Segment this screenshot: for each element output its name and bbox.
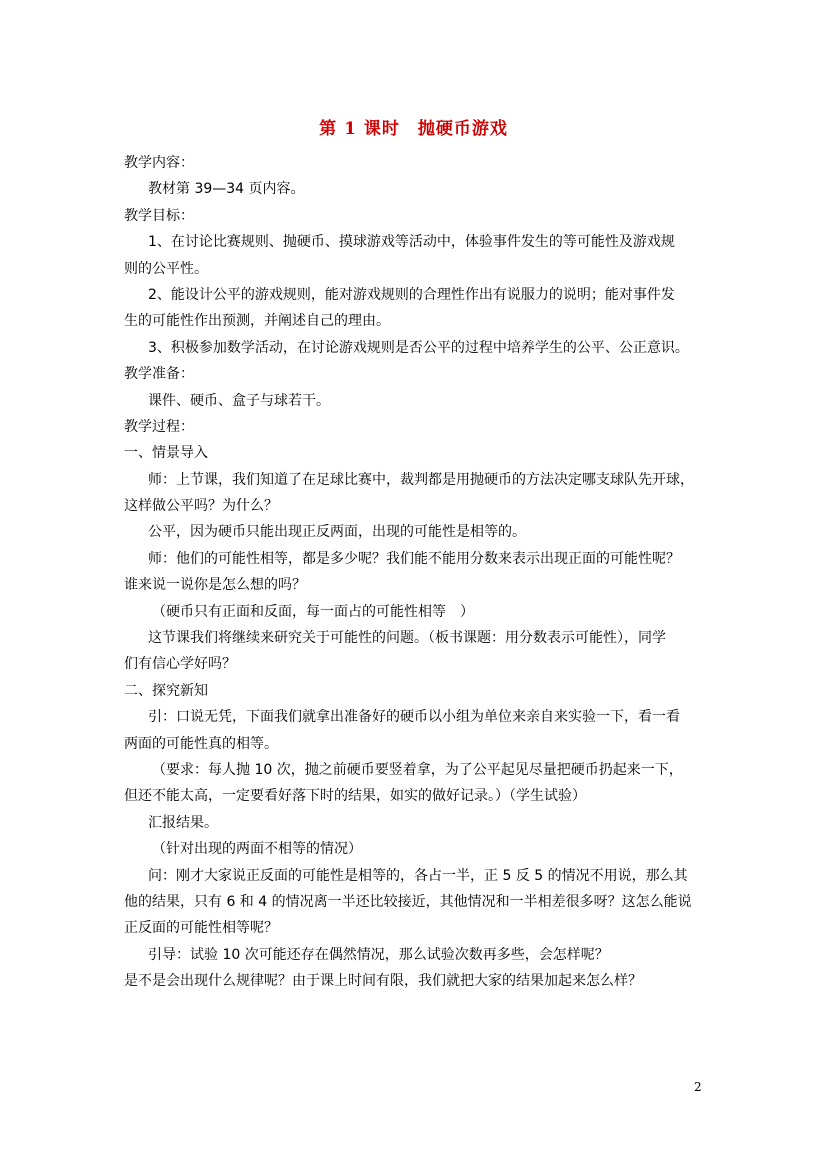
paragraph-line: （针对出现的两面不相等的情况） <box>152 841 362 858</box>
paragraph-line: 这样做公平吗？为什么？ <box>124 498 278 515</box>
paragraph-line: 公平，因为硬币只能出现正反两面，出现的可能性是相等的。 <box>148 524 526 541</box>
heading-teaching-process: 教学过程： <box>124 418 194 435</box>
paragraph-line: 师：上节课，我们知道了在足球比赛中，裁判都是用抛硬币的方法决定哪支球队先开球， <box>148 471 694 488</box>
heading-teaching-content: 教学内容： <box>124 155 194 171</box>
paragraph-line: 谁来说一说你是怎么想的吗？ <box>124 577 306 594</box>
page-number: 2 <box>694 1080 702 1094</box>
paragraph-line: 引：口说无凭，下面我们就拿出准备好的硬币以小组为单位来亲自来实验一下，看一看 <box>148 709 680 726</box>
paragraph-line: 正反面的可能性相等呢？ <box>124 920 278 937</box>
heading-teaching-goals: 教学目标： <box>124 207 194 224</box>
paragraph-line: 3、积极参加数学活动，在讨论游戏规则是否公平的过程中培养学生的公平、公正意识。 <box>148 339 689 356</box>
paragraph-line: 1、在讨论比赛规则、抛硬币、摸球游戏等活动中，体验事件发生的等可能性及游戏规 <box>148 234 675 251</box>
paragraph-line: 这节课我们将继续来研究关于可能性的问题。（板书课题：用分数表示可能性），同学 <box>148 630 666 647</box>
paragraph-line: 生的可能性作出预测，并阐述自己的理由。 <box>124 313 390 330</box>
paragraph-line: 两面的可能性真的相等。 <box>124 735 278 752</box>
paragraph-line: 们有信心学好吗？ <box>124 656 236 673</box>
section-heading-intro: 一、情景导入 <box>124 445 208 462</box>
paragraph-line: 则的公平性。 <box>124 260 208 277</box>
section-heading-explore: 二、探究新知 <box>124 682 208 699</box>
paragraph-line: 教材第 39—34 页内容。 <box>148 181 305 198</box>
paragraph-line: 课件、硬币、盒子与球若干。 <box>148 392 330 409</box>
paragraph-line: 汇报结果。 <box>148 814 218 831</box>
paragraph-line: 但还不能太高，一定要看好落下时的结果，如实的做好记录。）（学生试验） <box>124 788 586 805</box>
paragraph-line: 引导：试验 10 次可能还存在偶然情况，那么试验次数再多些，会怎样呢？ <box>148 946 609 963</box>
paragraph-line: 他的结果，只有 6 和 4 的情况离一半还比较接近，其他情况和一半相差很多呀？这怎么能说 <box>124 893 692 910</box>
paragraph-line: 是不是会出现什么规律呢？由于课上时间有限，我们就把大家的结果加起来怎么样？ <box>124 973 642 990</box>
paragraph-line: （硬币只有正面和反面，每一面占的可能性相等 ） <box>152 603 474 620</box>
paragraph-line: （要求：每人抛 10 次，抛之前硬币要竖着拿，为了公平起见尽量把硬币扔起来一下， <box>152 761 683 778</box>
paragraph-line: 师：他们的可能性相等，都是多少呢？我们能不能用分数来表示出现正面的可能性呢？ <box>148 550 680 567</box>
heading-teaching-prep: 教学准备： <box>124 366 194 383</box>
document-title: 第 1 课时 抛硬币游戏 <box>319 119 508 139</box>
document-body <box>124 150 708 995</box>
paragraph-line: 问：刚才大家说正反面的可能性是相等的，各占一半，正 5 反 5 的情况不用说，那么其 <box>148 867 688 884</box>
paragraph-line: 2、能设计公平的游戏规则，能对游戏规则的合理性作出有说服力的说明；能对事件发 <box>148 286 675 303</box>
